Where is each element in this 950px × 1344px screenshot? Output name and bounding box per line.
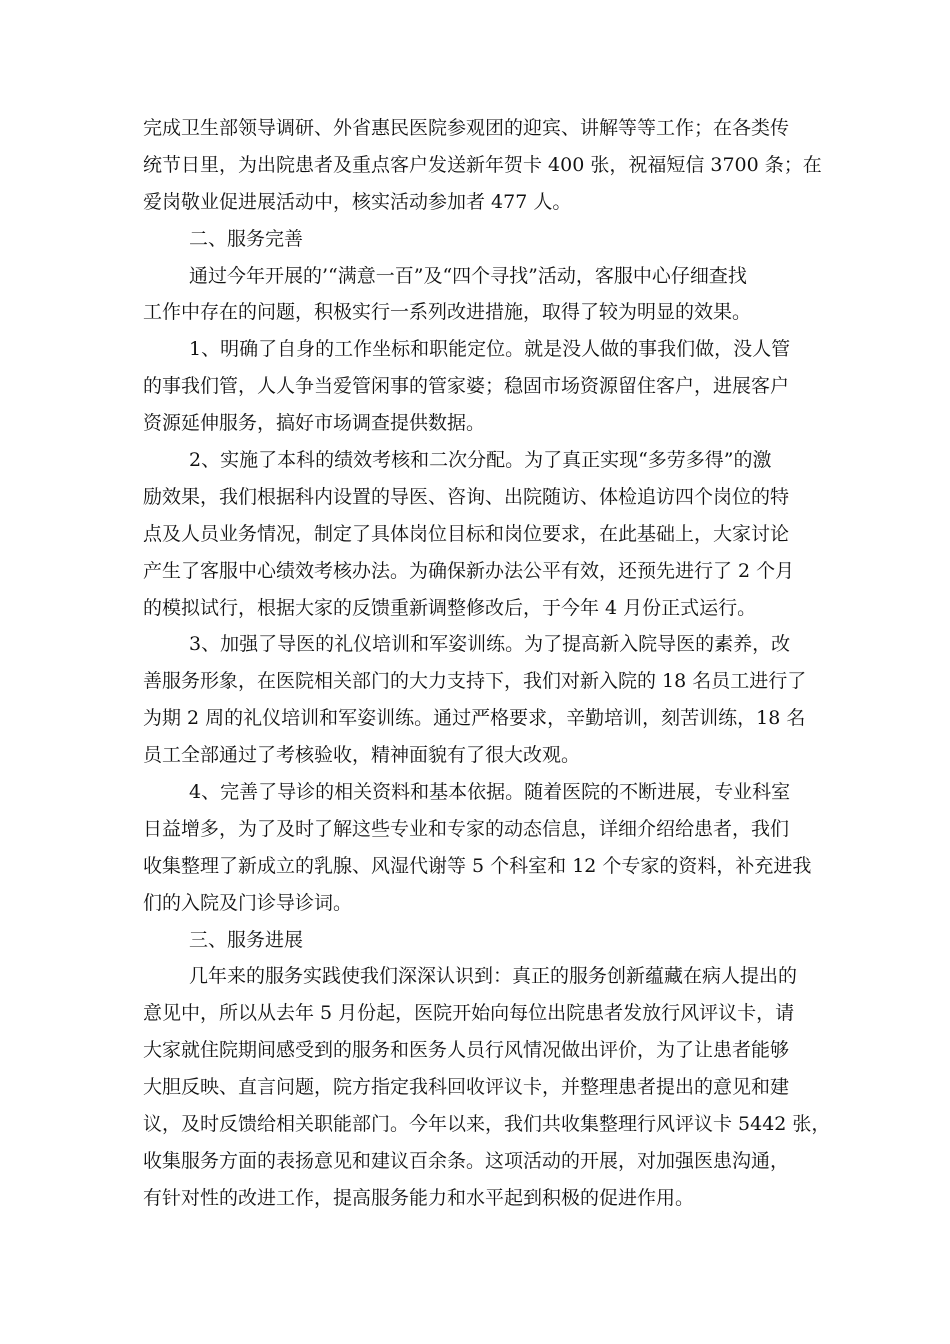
text-line: 们的入院及门诊导诊词。 [143,891,353,914]
text-line: 4、完善了导诊的相关资料和基本依据。随着医院的不断进展，专业科室 [189,781,791,804]
text-line: 大家就住院期间感受到的服务和医务人员行风情况做出评价，为了让患者能够 [143,1039,790,1062]
document-body [143,110,843,1217]
text-line: 2、实施了本科的绩效考核和二次分配。为了真正实现“多劳多得”的激 [189,449,772,472]
text-line: 员工全部通过了考核验收，精神面貌有了很大改观。 [143,744,581,767]
text-line: 几年来的服务实践使我们深深认识到：真正的服务创新蕴藏在病人提出的 [189,965,798,988]
text-line: 资源延伸服务，搞好市场调查提供数据。 [143,412,486,435]
text-line: 工作中存在的问题，积极实行一系列改进措施，取得了较为明显的效果。 [143,301,752,324]
text-line: 议，及时反馈给相关职能部门。今年以来，我们共收集整理行风评议卡 5442 张， [143,1113,831,1136]
text-line: 收集服务方面的表扬意见和建议百余条。这项活动的开展，对加强医患沟通， [143,1149,790,1172]
text-line: 善服务形象，在医院相关部门的大力支持下，我们对新入院的 18 名员工进行了 [143,670,807,693]
text-line: 点及人员业务情况，制定了具体岗位目标和岗位要求，在此基础上，大家讨论 [143,522,790,545]
text-line: 大胆反映、直言问题，院方指定我科回收评议卡，并整理患者提出的意见和建 [143,1076,790,1099]
text-line: 统节日里，为出院患者及重点客户发送新年贺卡 400 张，祝福短信 3700 条；在 [143,153,822,176]
text-line: 日益增多，为了及时了解这些专业和专家的动态信息，详细介绍给患者，我们 [143,817,790,840]
text-line: 意见中，所以从去年 5 月份起，医院开始向每位出院患者发放行风评议卡，请 [143,1002,795,1025]
text-line: 爱岗敬业促进展活动中，核实活动参加者 477 人。 [143,190,572,213]
text-line: 1、明确了自身的工作坐标和职能定位。就是没人做的事我们做，没人管 [189,338,791,361]
text-line: 的模拟试行，根据大家的反馈重新调整修改后，于今年 4 月份正式运行。 [143,596,757,619]
section-heading: 三、服务进展 [189,928,304,951]
text-line: 完成卫生部领导调研、外省惠民医院参观团的迎宾、讲解等等工作；在各类传 [143,117,790,139]
text-line: 产生了客服中心绩效考核办法。为确保新办法公平有效，还预先进行了 2 个月 [143,559,795,582]
text-line: 为期 2 周的礼仪培训和军姿训练。通过严格要求，辛勤培训，刻苦训练，18 名 [143,707,806,730]
text-line: 收集整理了新成立的乳腺、风湿代谢等 5 个科室和 12 个专家的资料，补充进我 [143,854,812,877]
text-line: 3、加强了导医的礼仪培训和军姿训练。为了提高新入院导医的素养，改 [189,633,791,656]
text-line: 的事我们管，人人争当爱管闲事的管家婆；稳固市场资源留住客户，进展客户 [143,375,790,398]
text-line: 励效果，我们根据科内设置的导医、咨询、出院随访、体检追访四个岗位的特 [143,485,790,508]
section-heading: 二、服务完善 [189,227,304,250]
text-line: 通过今年开展的’“满意一百”及“四个寻找”活动，客服中心仔细查找 [189,264,747,287]
text-line: 有针对性的改进工作，提高服务能力和水平起到积极的促进作用。 [143,1186,695,1209]
